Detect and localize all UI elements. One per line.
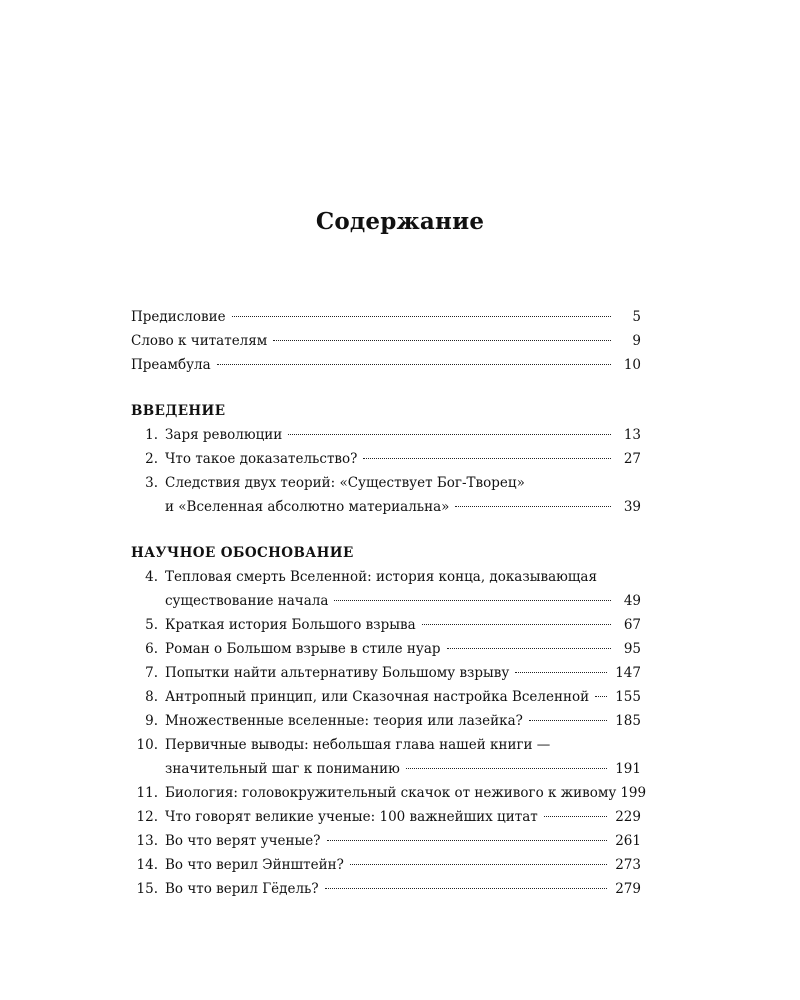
toc-entry-title-line-1: Следствия двух теорий: «Существует Бог-Творец» <box>165 475 525 491</box>
toc-entry-page: 13 <box>623 427 641 443</box>
toc-entry-chapter-6[interactable] <box>131 637 641 661</box>
table-of-contents <box>131 305 647 901</box>
chapter-number: 12. <box>136 809 158 825</box>
toc-entry-page: 185 <box>615 713 641 729</box>
section-heading-introduction: ВВЕДЕНИЕ <box>131 403 226 419</box>
toc-entry-page: 261 <box>615 833 641 849</box>
toc-entry-title: Роман о Большом взрыве в стиле нуар <box>165 641 441 657</box>
dot-leader <box>447 648 611 649</box>
toc-entry-word-to-readers[interactable] <box>131 329 641 353</box>
toc-entry-title-line-1: Тепловая смерть Вселенной: история конца, доказывающая <box>165 569 597 585</box>
chapter-number: 7. <box>145 665 158 681</box>
toc-entry-title-line-2: значительный шаг к пониманию <box>165 761 400 777</box>
toc-entry-page: 199 <box>620 785 647 801</box>
chapter-number: 4. <box>145 569 158 585</box>
toc-entry-chapter-2[interactable] <box>131 447 641 471</box>
toc-entry-chapter-9[interactable] <box>131 709 641 733</box>
toc-entry-page: 10 <box>623 357 641 373</box>
toc-entry-page: 39 <box>623 499 641 515</box>
chapter-number: 1. <box>145 427 158 443</box>
toc-entry-page: 279 <box>615 881 641 897</box>
toc-entry-chapter-8[interactable] <box>131 685 641 709</box>
toc-entry-page: 147 <box>615 665 641 681</box>
toc-entry-title-line-2: существование начала <box>165 593 329 609</box>
toc-entry-page: 273 <box>615 857 641 873</box>
chapter-number: 8. <box>145 689 158 705</box>
dot-leader <box>288 434 611 435</box>
toc-entry-preface[interactable] <box>131 305 641 329</box>
toc-entry-title: Антропный принцип, или Сказочная настройка Вселенной <box>165 689 590 705</box>
toc-entry-title: Попытки найти альтернативу Большому взрыву <box>165 665 510 681</box>
toc-entry-page: 67 <box>623 617 641 633</box>
toc-entry-chapter-14[interactable] <box>131 853 641 877</box>
dot-leader <box>273 340 611 341</box>
dot-leader <box>334 600 611 601</box>
chapter-number: 14. <box>136 857 158 873</box>
toc-entry-title: Что говорят великие ученые: 100 важнейших цитат <box>165 809 538 825</box>
toc-entry-page: 229 <box>615 809 641 825</box>
toc-entry-page: 9 <box>632 333 641 349</box>
toc-entry-chapter-10[interactable] <box>131 733 641 781</box>
toc-entry-title: Во что верят ученые? <box>165 833 321 849</box>
toc-entry-page: 49 <box>623 593 641 609</box>
dot-leader <box>422 624 611 625</box>
chapter-number: 11. <box>136 785 158 801</box>
chapter-number: 3. <box>145 475 158 491</box>
toc-entry-chapter-3[interactable] <box>131 471 641 519</box>
dot-leader <box>363 458 611 459</box>
toc-entry-title: Предисловие <box>131 309 226 325</box>
toc-entry-title-line-2: и «Вселенная абсолютно материальна» <box>165 499 450 515</box>
chapter-number: 9. <box>145 713 158 729</box>
toc-entry-chapter-11[interactable] <box>131 781 647 805</box>
dot-leader <box>327 840 608 841</box>
chapter-number: 15. <box>136 881 158 897</box>
toc-entry-title: Что такое доказательство? <box>165 451 358 467</box>
dot-leader <box>217 364 611 365</box>
toc-entry-title: Слово к читателям <box>131 333 268 349</box>
toc-entry-page: 95 <box>623 641 641 657</box>
dot-leader <box>232 316 611 317</box>
dot-leader <box>406 768 607 769</box>
toc-entry-title-line-1: Первичные выводы: небольшая глава нашей книги — <box>165 737 551 753</box>
toc-entry-title: Преамбула <box>131 357 211 373</box>
toc-entry-chapter-12[interactable] <box>131 805 641 829</box>
toc-entry-chapter-4[interactable] <box>131 565 641 613</box>
toc-entry-title: Во что верил Гёдель? <box>165 881 319 897</box>
chapter-number: 5. <box>145 617 158 633</box>
toc-entry-title: Краткая история Большого взрыва <box>165 617 416 633</box>
dot-leader <box>455 506 611 507</box>
toc-entry-title: Во что верил Эйнштейн? <box>165 857 344 873</box>
dot-leader <box>325 888 608 889</box>
dot-leader <box>515 672 607 673</box>
chapter-number: 2. <box>145 451 158 467</box>
dot-leader <box>544 816 608 817</box>
toc-entry-page: 191 <box>615 761 641 777</box>
toc-entry-chapter-7[interactable] <box>131 661 641 685</box>
toc-entry-chapter-5[interactable] <box>131 613 641 637</box>
page-title: Содержание <box>315 208 485 235</box>
toc-entry-chapter-15[interactable] <box>131 877 641 901</box>
dot-leader <box>595 696 607 697</box>
toc-entry-title: Множественные вселенные: теория или лазейка? <box>165 713 523 729</box>
chapter-number: 10. <box>136 737 158 753</box>
toc-entry-title: Заря революции <box>165 427 283 443</box>
dot-leader <box>350 864 607 865</box>
section-heading-scientific: НАУЧНОЕ ОБОСНОВАНИЕ <box>131 545 354 561</box>
dot-leader <box>529 720 607 721</box>
chapter-number: 13. <box>136 833 158 849</box>
toc-entry-page: 155 <box>615 689 641 705</box>
toc-entry-page: 5 <box>632 309 641 325</box>
toc-entry-title: Биология: головокружительный скачок от неживого к живому <box>165 785 617 801</box>
toc-entry-chapter-1[interactable] <box>131 423 641 447</box>
chapter-number: 6. <box>145 641 158 657</box>
toc-entry-page: 27 <box>623 451 641 467</box>
toc-entry-chapter-13[interactable] <box>131 829 641 853</box>
toc-entry-preamble[interactable] <box>131 353 641 377</box>
